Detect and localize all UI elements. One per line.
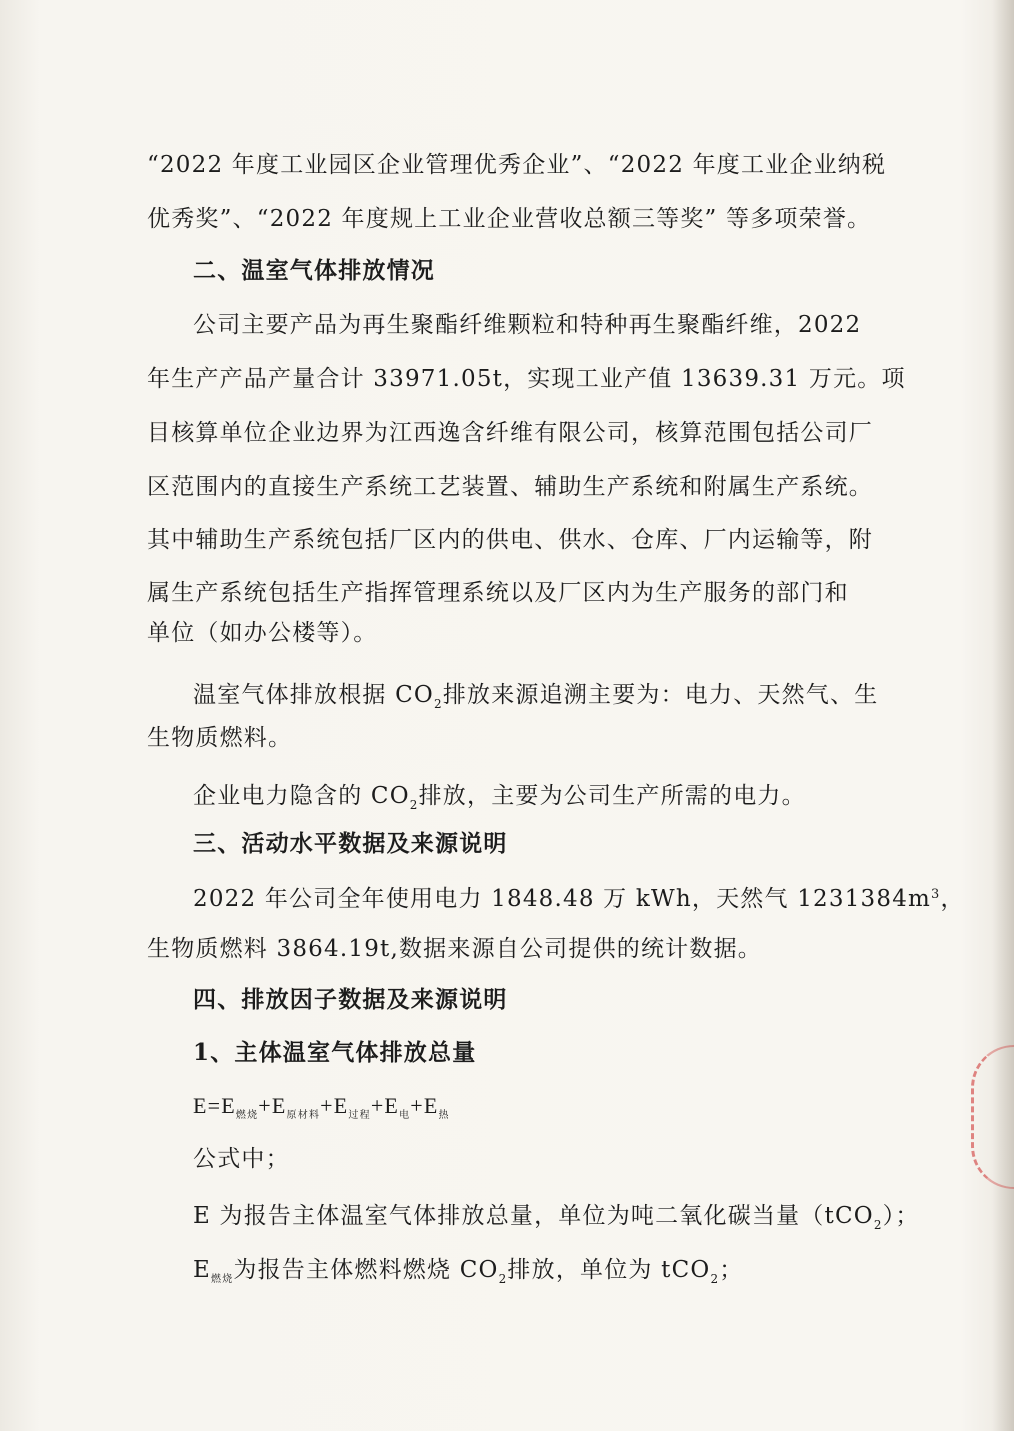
text-line: “2022 年度工业园区企业管理优秀企业”、“2022 年度工业企业纳税 bbox=[147, 152, 887, 178]
text-line: 生物质燃料。 bbox=[147, 725, 293, 751]
emission-formula: $E=E_{燃烧}+E_{原材料}+E_{过程}+E_电+E_热$ bbox=[193, 1093, 450, 1121]
text-line: 其中辅助生产系统包括厂区内的供电、供水、仓库、厂内运输等，附 bbox=[147, 527, 873, 553]
definition-combustion-emission: $E_{燃烧}$为报告主体燃料燃烧 $CO_2$排放，单位为 tCO$_2$； bbox=[193, 1257, 744, 1286]
text-line-co2-sources: 温室气体排放根据 $CO_2$排放来源追溯主要为：电力、天然气、生 bbox=[193, 682, 879, 711]
text-line: 生物质燃料 3864.19t,数据来源自公司提供的统计数据。 bbox=[147, 936, 762, 962]
section-heading: 二、温室气体排放情况 bbox=[193, 257, 435, 284]
text-line-activity: 2022 年公司全年使用电力 1848.48 万 kWh，天然气 $1231384m^3$， bbox=[193, 886, 965, 912]
text-line: 单位（如办公楼等）。 bbox=[147, 620, 378, 646]
text-line: 年生产产品产量合计 33971.05t，实现工业产值 13639.31 万元。项 bbox=[147, 366, 906, 392]
definition-total-emission: E 为报告主体温室气体排放总量，单位为吨二氧化碳当量（tCO$_2$）； bbox=[193, 1203, 920, 1232]
section-heading: 三、活动水平数据及来源说明 bbox=[193, 830, 508, 857]
text-line: 属生产系统包括生产指挥管理系统以及厂区内为生产服务的部门和 bbox=[147, 580, 849, 606]
subsection-heading: 1、主体温室气体排放总量 bbox=[193, 1039, 477, 1066]
text-line: 优秀奖”、“2022 年度规上工业企业营收总额三等奖” 等多项荣誉。 bbox=[147, 206, 872, 232]
text-line-electricity: 企业电力隐含的 $CO_2$排放，主要为公司生产所需的电力。 bbox=[193, 783, 806, 812]
section-heading: 四、排放因子数据及来源说明 bbox=[193, 986, 508, 1013]
text-line: 公式中； bbox=[193, 1146, 290, 1172]
red-seal-stamp-fragment bbox=[971, 1045, 1014, 1189]
text-line: 公司主要产品为再生聚酯纤维颗粒和特种再生聚酯纤维，2022 bbox=[193, 312, 862, 338]
text-line: 区范围内的直接生产系统工艺装置、辅助生产系统和附属生产系统。 bbox=[147, 474, 873, 500]
text-line: 目核算单位企业边界为江西逸含纤维有限公司，核算范围包括公司厂 bbox=[147, 420, 873, 446]
page-edge-shadow bbox=[992, 0, 1014, 1431]
